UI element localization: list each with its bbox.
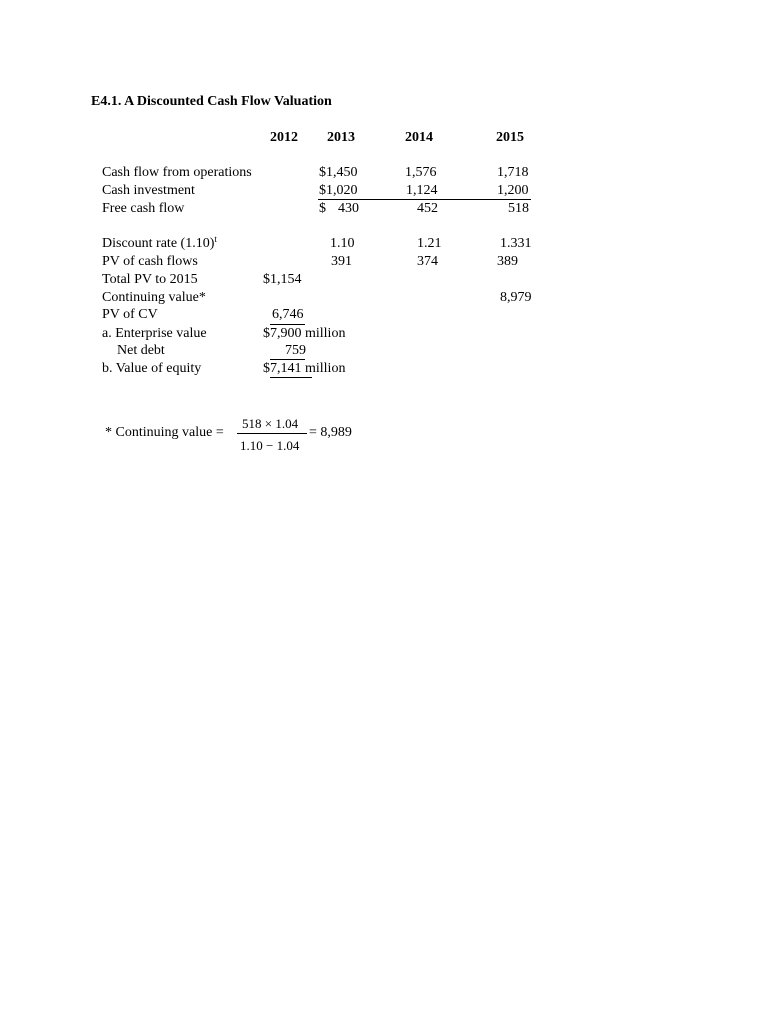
dr-2013: 1.10 bbox=[330, 236, 355, 251]
net-debt-value: 759 bbox=[285, 343, 306, 358]
row-label-discount-rate: Discount rate $(1.10)^t$ bbox=[102, 234, 217, 251]
year-header-2015: 2015 bbox=[496, 130, 524, 145]
fcf-2015: 518 bbox=[508, 201, 529, 216]
equity-value: $7,141 million bbox=[263, 361, 346, 376]
row-label-equity-value: b. Value of equity bbox=[102, 361, 202, 376]
cfo-2015: 1,718 bbox=[497, 165, 529, 180]
year-header-2013: 2013 bbox=[327, 130, 355, 145]
ci-2013: $1,020 bbox=[319, 183, 358, 198]
ci-2014: 1,124 bbox=[406, 183, 438, 198]
fcf-2013: 430 bbox=[338, 201, 359, 216]
cfo-2014: 1,576 bbox=[405, 165, 437, 180]
cv-2015: 8,979 bbox=[500, 290, 532, 305]
fraction-bar bbox=[237, 433, 307, 434]
pv-2015: 389 bbox=[497, 254, 518, 269]
equity-underline bbox=[270, 377, 312, 378]
row-label-pv: PV of cash flows bbox=[102, 254, 198, 269]
fcf-2014: 452 bbox=[417, 201, 438, 216]
footnote-numerator: 518 × 1.04 bbox=[242, 416, 299, 431]
pv-2013: 391 bbox=[331, 254, 352, 269]
subtotal-rule bbox=[318, 199, 531, 200]
row-label-total-pv: Total PV to 2015 bbox=[102, 272, 198, 287]
row-label-net-debt: Net debt bbox=[117, 343, 165, 358]
row-label-continuing-value: Continuing value* bbox=[102, 290, 206, 305]
enterprise-value: $7,900 million bbox=[263, 326, 346, 341]
dr-2014: 1.21 bbox=[417, 236, 442, 251]
footnote-denominator: 1.10 − 1.04 bbox=[240, 438, 300, 453]
total-pv-value: $1,154 bbox=[263, 272, 302, 287]
footnote-label: * Continuing value = bbox=[105, 425, 224, 440]
row-label-pv-cv: PV of CV bbox=[102, 307, 158, 322]
pv-2014: 374 bbox=[417, 254, 438, 269]
cfo-2013: $1,450 bbox=[319, 165, 358, 180]
row-label-enterprise-value: a. Enterprise value bbox=[102, 326, 207, 341]
row-label-cash-investment: Cash investment bbox=[102, 183, 195, 198]
row-label-fcf: Free cash flow bbox=[102, 201, 185, 216]
row-label-cfo: Cash flow from operations bbox=[102, 165, 252, 180]
year-header-2014: 2014 bbox=[405, 130, 433, 145]
year-header-2012: 2012 bbox=[270, 130, 298, 145]
pv-cv-value: 6,746 bbox=[272, 307, 304, 322]
footnote-result: = 8,989 bbox=[309, 425, 352, 440]
dr-2015: 1.331 bbox=[500, 236, 532, 251]
page-title: E4.1. A Discounted Cash Flow Valuation bbox=[91, 94, 332, 109]
ci-2015: 1,200 bbox=[497, 183, 529, 198]
ev-subtotal-rule bbox=[270, 324, 305, 325]
net-debt-rule bbox=[270, 359, 305, 360]
fcf-2013-dollar: $ bbox=[319, 201, 326, 216]
